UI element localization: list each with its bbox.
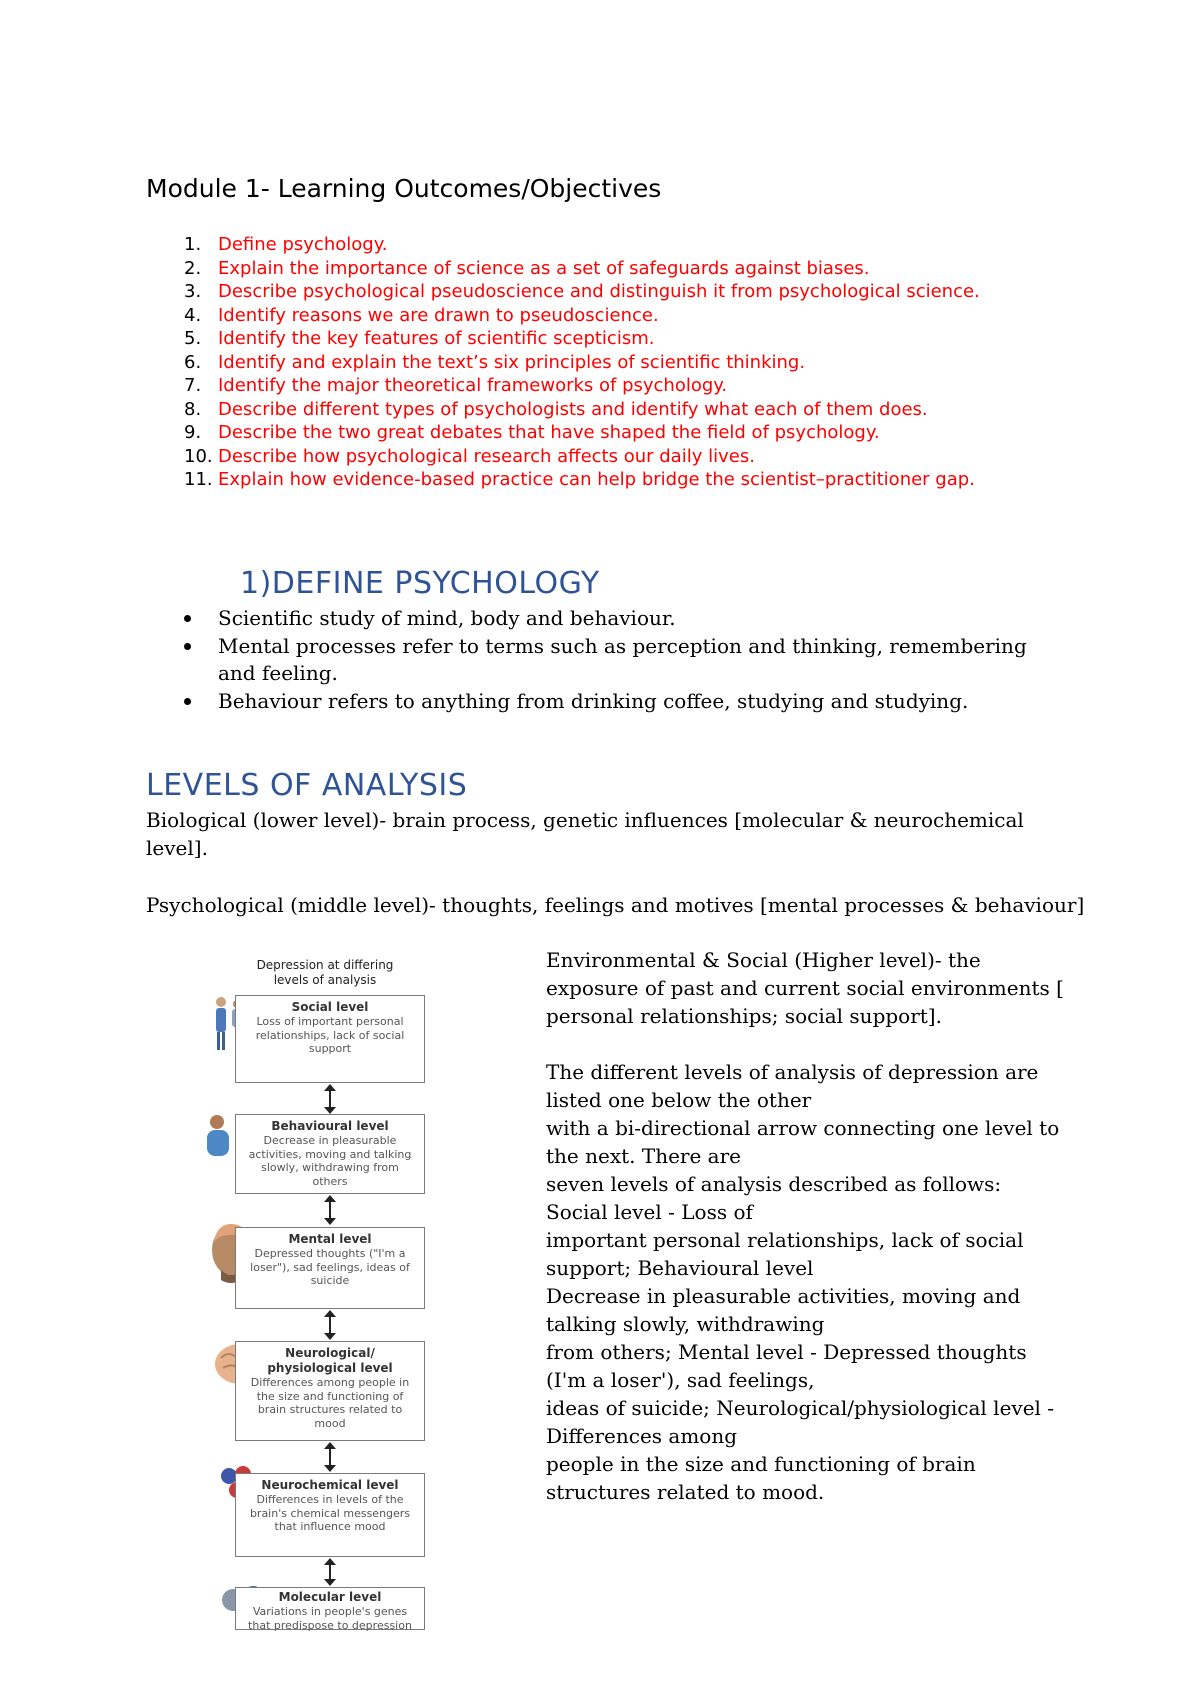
level-title: Neurological/ physiological level [267, 1346, 393, 1375]
description-line: seven levels of analysis described as follows: Social level - Loss of [546, 1172, 1002, 1224]
description-line: with a bi-directional arrow connecting one level to the next. There are [546, 1116, 1060, 1168]
list-item [146, 421, 1046, 445]
level-title: Molecular level [278, 1590, 382, 1604]
define-psychology-bullets [146, 605, 1046, 715]
bullet-icon [184, 615, 191, 622]
list-item-text: Identify the major theoretical frameworks of psychology. [218, 375, 728, 396]
levels-of-analysis-figure [205, 950, 450, 1630]
behavioural-level-box [235, 1114, 425, 1194]
list-item [146, 257, 1046, 281]
module-title: Module 1- Learning Outcomes/Objectives [146, 174, 662, 203]
list-item-text: Explain how evidence-based practice can help bridge the scientist–practitioner gap. [218, 469, 975, 490]
list-item-text: Identify and explain the text’s six principles of scientific thinking. [218, 351, 806, 373]
social-level-box [235, 995, 425, 1083]
list-item [146, 445, 1046, 469]
list-item [146, 351, 1046, 375]
list-item-text: Describe the two great debates that have shaped the field of psychology. [218, 422, 880, 443]
bullet-text: Mental processes refer to terms such as perception and thinking, remembering and feeling. [218, 633, 1027, 685]
list-item [146, 398, 1046, 422]
mental-level-box [235, 1227, 425, 1309]
depression-description [546, 946, 1066, 1506]
list-number: 9. [184, 422, 202, 443]
description-line: from others; Mental level - Depressed thoughts (I'm a loser'), sad feelings, [546, 1340, 1027, 1392]
bidirectional-arrow-icon [328, 1558, 332, 1586]
level-description: Loss of important personal relationships, lack of social support [255, 1015, 405, 1055]
description-line: ideas of suicide; Neurological/physiological level - Differences among [546, 1396, 1055, 1448]
bullet-text: Scientific study of mind, body and behaviour. [218, 606, 676, 630]
level-title: Behavioural level [271, 1119, 389, 1133]
list-number: 4. [184, 304, 202, 326]
list-item [146, 327, 1046, 351]
bidirectional-arrow-icon [328, 1195, 332, 1225]
level-title: Neurochemical level [261, 1478, 399, 1492]
bullet-icon [184, 643, 191, 650]
list-item [146, 304, 1046, 328]
bullet-icon [184, 698, 191, 705]
description-line: The different levels of analysis of depression are listed one below the other [546, 1060, 1039, 1112]
list-item [146, 233, 1046, 257]
learning-outcomes-list [146, 233, 1046, 492]
list-item [146, 374, 1046, 398]
list-item [146, 688, 1046, 716]
level-description: Differences in levels of the brain's chemical messengers that influence mood [249, 1493, 411, 1533]
level-description: Depressed thoughts ("I'm a loser"), sad feelings, ideas of suicide [250, 1247, 410, 1287]
list-item-text: Describe psychological pseudoscience and distinguish it from psychological science. [218, 281, 980, 302]
level-description: Decrease in pleasurable activities, moving and talking slowly, withdrawing from others [248, 1134, 412, 1188]
description-line: people in the size and functioning of brain structures related to mood. [546, 1452, 976, 1504]
level-description: Differences among people in the size and functioning of brain structures related to mood [250, 1376, 410, 1430]
list-item [146, 468, 1046, 492]
list-item-text: Identify the key features of scientific scepticism. [218, 328, 655, 349]
list-number: 3. [184, 281, 202, 302]
list-item [146, 280, 1046, 304]
list-number: 1. [184, 234, 202, 255]
list-number: 8. [184, 398, 202, 420]
list-number: 11. [184, 469, 213, 490]
list-item-text: Explain the importance of science as a set of safeguards against biases. [218, 257, 870, 279]
biological-level-paragraph: Biological (lower level)- brain process, genetic influences [molecular & neurochemical level]. [146, 808, 1024, 860]
level-title: Mental level [288, 1232, 372, 1246]
description-line: Decrease in pleasurable activities, moving and talking slowly, withdrawing [546, 1284, 1021, 1336]
psychological-level-paragraph: Psychological (middle level)- thoughts, feelings and motives [mental processes & behaviour] [146, 893, 1085, 917]
list-item-text: Identify reasons we are drawn to pseudoscience. [218, 304, 659, 326]
list-number: 7. [184, 375, 202, 396]
bidirectional-arrow-icon [328, 1084, 332, 1114]
level-description: Variations in people's genes that predispose to depression [248, 1605, 412, 1632]
bidirectional-arrow-icon [328, 1442, 332, 1472]
bidirectional-arrow-icon [328, 1310, 332, 1340]
molecular-level-box [235, 1587, 425, 1630]
list-number: 10. [184, 445, 213, 467]
list-item-text: Define psychology. [218, 234, 388, 255]
list-item [146, 633, 1046, 688]
list-item-text: Describe different types of psychologists and identify what each of them does. [218, 398, 928, 420]
define-psychology-heading: 1)DEFINE PSYCHOLOGY [240, 566, 600, 601]
list-item-text: Describe how psychological research affects our daily lives. [218, 445, 755, 467]
neurological-level-box [235, 1341, 425, 1441]
level-title: Social level [291, 1000, 369, 1014]
bullet-text: Behaviour refers to anything from drinking coffee, studying and studying. [218, 688, 969, 713]
list-number: 6. [184, 351, 202, 373]
description-line: important personal relationships, lack of social support; Behavioural level [546, 1228, 1024, 1280]
levels-of-analysis-heading: LEVELS OF ANALYSIS [146, 768, 468, 803]
environmental-level-paragraph: Environmental & Social (Higher level)- the exposure of past and current social environments [ personal relationships; social support]. [546, 948, 1064, 1028]
list-number: 5. [184, 328, 202, 349]
figure-title: Depression at differing levels of analysis [256, 958, 394, 987]
list-number: 2. [184, 257, 202, 279]
neurochemical-level-box [235, 1473, 425, 1557]
list-item [146, 605, 1046, 633]
